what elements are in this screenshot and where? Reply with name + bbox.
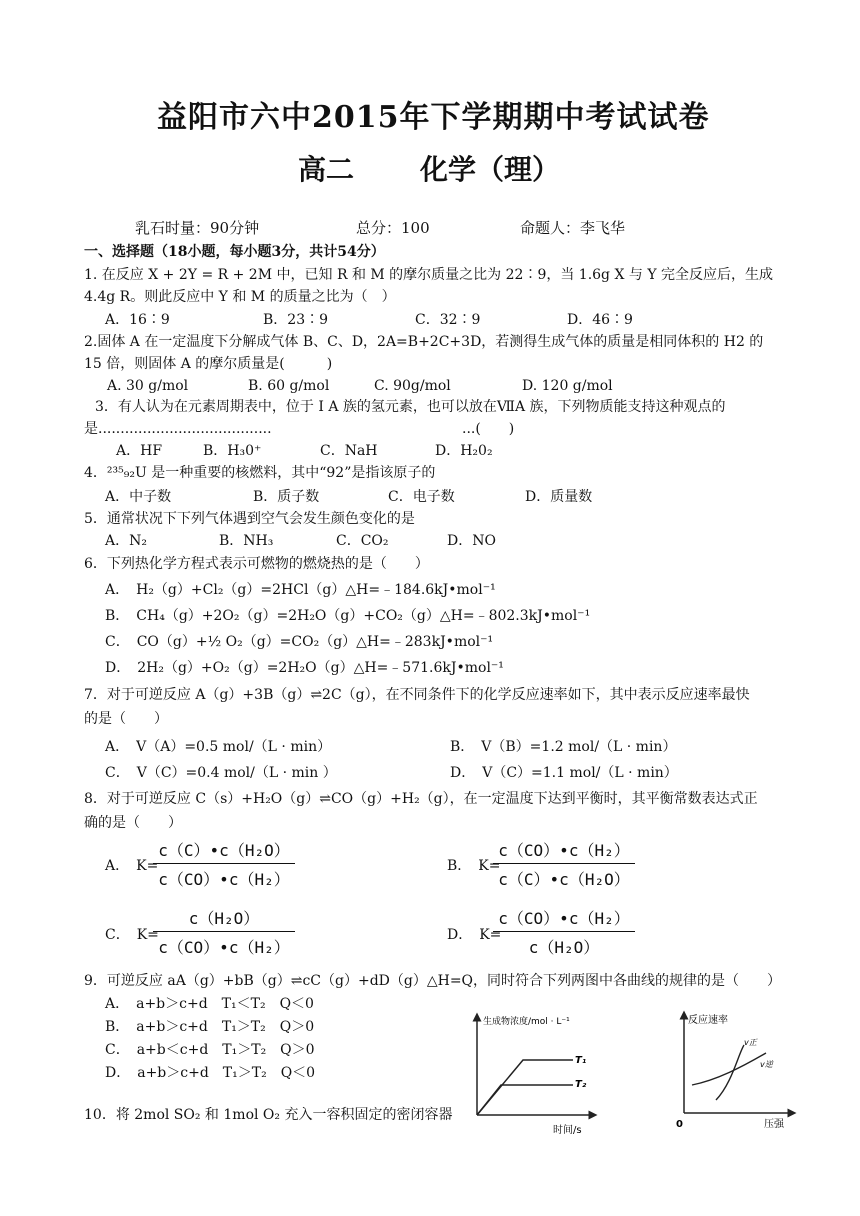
q1-option-b: B．23∶9 (263, 312, 329, 328)
q8-option-c-fraction (153, 906, 295, 958)
q7-option-b: B． V（B）=1.2 mol/（L · min） (450, 739, 677, 755)
grade-label: 高二 (298, 153, 355, 186)
exam-total-score: 总分：100 (356, 219, 430, 237)
q8-option-c-numerator: c（H₂O） (188, 909, 260, 928)
fig2-v-forward-label: v正 (744, 1038, 757, 1047)
q2-option-b: B. 60 g/mol (248, 378, 330, 394)
q6-stem: 6．下列热化学方程式表示可燃物的燃烧热的是（ ） (84, 556, 429, 572)
fig1-xlabel: 时间/s (553, 1125, 582, 1136)
q7-option-d: D． V（C）=1.1 mol/（L · min） (450, 765, 678, 781)
q8-option-b-denominator: c（C）•c（H₂O） (498, 870, 630, 889)
q8-option-a-numerator: c（C）•c（H₂O） (158, 841, 290, 860)
q7-stem-line2: 的是（ ） (84, 711, 168, 727)
curve-t2 (477, 1085, 573, 1115)
q7-stem-line1: 7．对于可逆反应 A（g）+3B（g）⇌2C（g），在不同条件下的化学反应速率如下，其中表示反应速率最快 (84, 687, 750, 703)
q3-stem-line2: 是....................................... (84, 421, 272, 437)
q1-stem-line2: 4.4g R。则此反应中 Y 和 M 的质量之比为（ ） (84, 289, 396, 305)
q6-option-c: C． CO（g）+½ O₂（g）=CO₂（g）△H=﹣283kJ•mol⁻¹ (105, 634, 494, 650)
q4-stem: 4．²³⁵₉₂U 是一种重要的核燃料，其中“92”是指该原子的 (84, 465, 436, 481)
q1-option-c: C．32∶9 (415, 312, 481, 328)
q5-stem: 5．通常状况下下列气体遇到空气会发生颜色变化的是 (84, 511, 415, 527)
fig2-xlabel: 压强 (764, 1119, 784, 1130)
q8-option-d-denominator: c（H₂O） (528, 938, 600, 957)
q8-option-a-denominator: c（CO）•c（H₂） (158, 870, 290, 889)
q3-option-a: A．HF (116, 443, 163, 459)
q3-option-b: B．H₃0⁺ (203, 443, 262, 459)
q6-option-b: B． CH₄（g）+2O₂（g）=2H₂O（g）+CO₂（g）△H=﹣802.3kJ•mol⁻¹ (105, 608, 591, 624)
fig1-t1-label: T₁ (575, 1055, 587, 1066)
fig2-ylabel: 反应速率 (688, 1015, 728, 1026)
exam-duration: 乳石时量：90分钟 (135, 219, 260, 237)
q8-option-a-fraction (153, 838, 295, 890)
q8-option-b-numerator: c（CO）•c（H₂） (498, 841, 630, 860)
subject-label: 化学（理） (420, 153, 561, 186)
concentration-time-graph (465, 1005, 605, 1140)
q4-option-d: D．质量数 (525, 489, 593, 505)
q7-option-c: C． V（C）=0.4 mol/（L · min ） (105, 765, 337, 781)
q9-option-c: C． a+b＜c+d T₁＞T₂ Q＞0 (105, 1042, 315, 1058)
q3-option-d: D．H₂0₂ (435, 443, 493, 459)
rate-pressure-graph (672, 1005, 802, 1135)
q2-option-a: A. 30 g/mol (107, 378, 189, 394)
q8-option-b-label: B． K= (447, 858, 501, 874)
q4-option-b: B．质子数 (253, 489, 320, 505)
q2-option-d: D. 120 g/mol (522, 378, 613, 394)
q4-option-c: C．电子数 (388, 489, 455, 505)
q8-stem-line2: 确的是（ ） (84, 815, 182, 831)
q10-stem: 10．将 2mol SO₂ 和 1mol O₂ 充入一容积固定的密闭容器 (84, 1107, 453, 1123)
exam-author: 命题人：李飞华 (520, 219, 626, 237)
q8-option-d-label: D． K= (447, 927, 502, 943)
q2-stem-line2: 15 倍，则固体 A 的摩尔质量是( ) (84, 356, 333, 372)
q6-option-a: A． H₂（g）+Cl₂（g）=2HCl（g）△H=﹣184.6kJ•mol⁻¹ (105, 582, 496, 598)
q5-option-b: B．NH₃ (219, 533, 274, 549)
q3-stem-line1: 3．有人认为在元素周期表中，位于 I A 族的氢元素，也可以放在ⅦA 族，下列物质能支持这种观点的 (95, 399, 726, 415)
fig1-ylabel: 生成物浓度/mol · L⁻¹ (483, 1017, 570, 1027)
q7-option-a: A． V（A）=0.5 mol/（L · min） (105, 739, 332, 755)
q9-stem: 9．可逆反应 aA（g）+bB（g）⇌cC（g）+dD（g）△H=Q，同时符合下列两图中各曲线的规律的是（ ） (84, 973, 782, 989)
q8-option-a-label: A． K= (105, 858, 159, 874)
q8-option-c-denominator: c（CO）•c（H₂） (158, 938, 290, 957)
q6-option-d: D． 2H₂（g）+O₂（g）=2H₂O（g）△H=﹣571.6kJ•mol⁻¹ (105, 660, 504, 676)
q1-option-a: A．16∶9 (105, 312, 170, 328)
q9-option-b: B． a+b＞c+d T₁＞T₂ Q＞0 (105, 1019, 315, 1035)
q8-option-b-fraction (493, 838, 635, 890)
fig2-v-reverse-label: v逆 (760, 1060, 773, 1069)
q8-option-d-numerator: c（CO）•c（H₂） (498, 909, 630, 928)
q9-option-d: D． a+b＞c+d T₁＞T₂ Q＜0 (105, 1065, 316, 1081)
q4-option-a: A．中子数 (105, 489, 172, 505)
fig2-origin-label: 0 (676, 1119, 683, 1130)
q2-option-c: C. 90g/mol (374, 378, 451, 394)
q3-answer-blank: ...( ) (462, 421, 515, 437)
q5-option-d: D．NO (447, 533, 496, 549)
q8-stem-line1: 8．对于可逆反应 C（s）+H₂O（g）⇌CO（g）+H₂（g），在一定温度下达到平衡时，其平衡常数表达式正 (84, 791, 758, 807)
section-heading: 一、选择题（18小题，每小题3分，共计54分） (84, 244, 385, 260)
q8-option-d-fraction (493, 906, 635, 958)
exam-title: 益阳市六中2015年下学期期中考试试卷 (157, 100, 710, 135)
q2-stem-line1: 2.固体 A 在一定温度下分解成气体 B、C、D，2A=B+2C+3D，若测得生成气体的质量是相同体积的 H2 的 (84, 334, 764, 350)
curve-t1 (477, 1060, 573, 1115)
q3-option-c: C．NaH (320, 443, 378, 459)
q1-option-d: D．46∶9 (567, 312, 633, 328)
fig1-t2-label: T₂ (575, 1079, 587, 1090)
q5-option-a: A．N₂ (105, 533, 147, 549)
q1-stem-line1: 1. 在反应 X + 2Y = R + 2M 中，已知 R 和 M 的摩尔质量之比为 22∶9，当 1.6g X 与 Y 完全反应后，生成 (84, 267, 774, 283)
q9-option-a: A． a+b＞c+d T₁＜T₂ Q＜0 (105, 996, 314, 1012)
q8-option-c-label: C． K= (105, 927, 159, 943)
q5-option-c: C．CO₂ (336, 533, 389, 549)
